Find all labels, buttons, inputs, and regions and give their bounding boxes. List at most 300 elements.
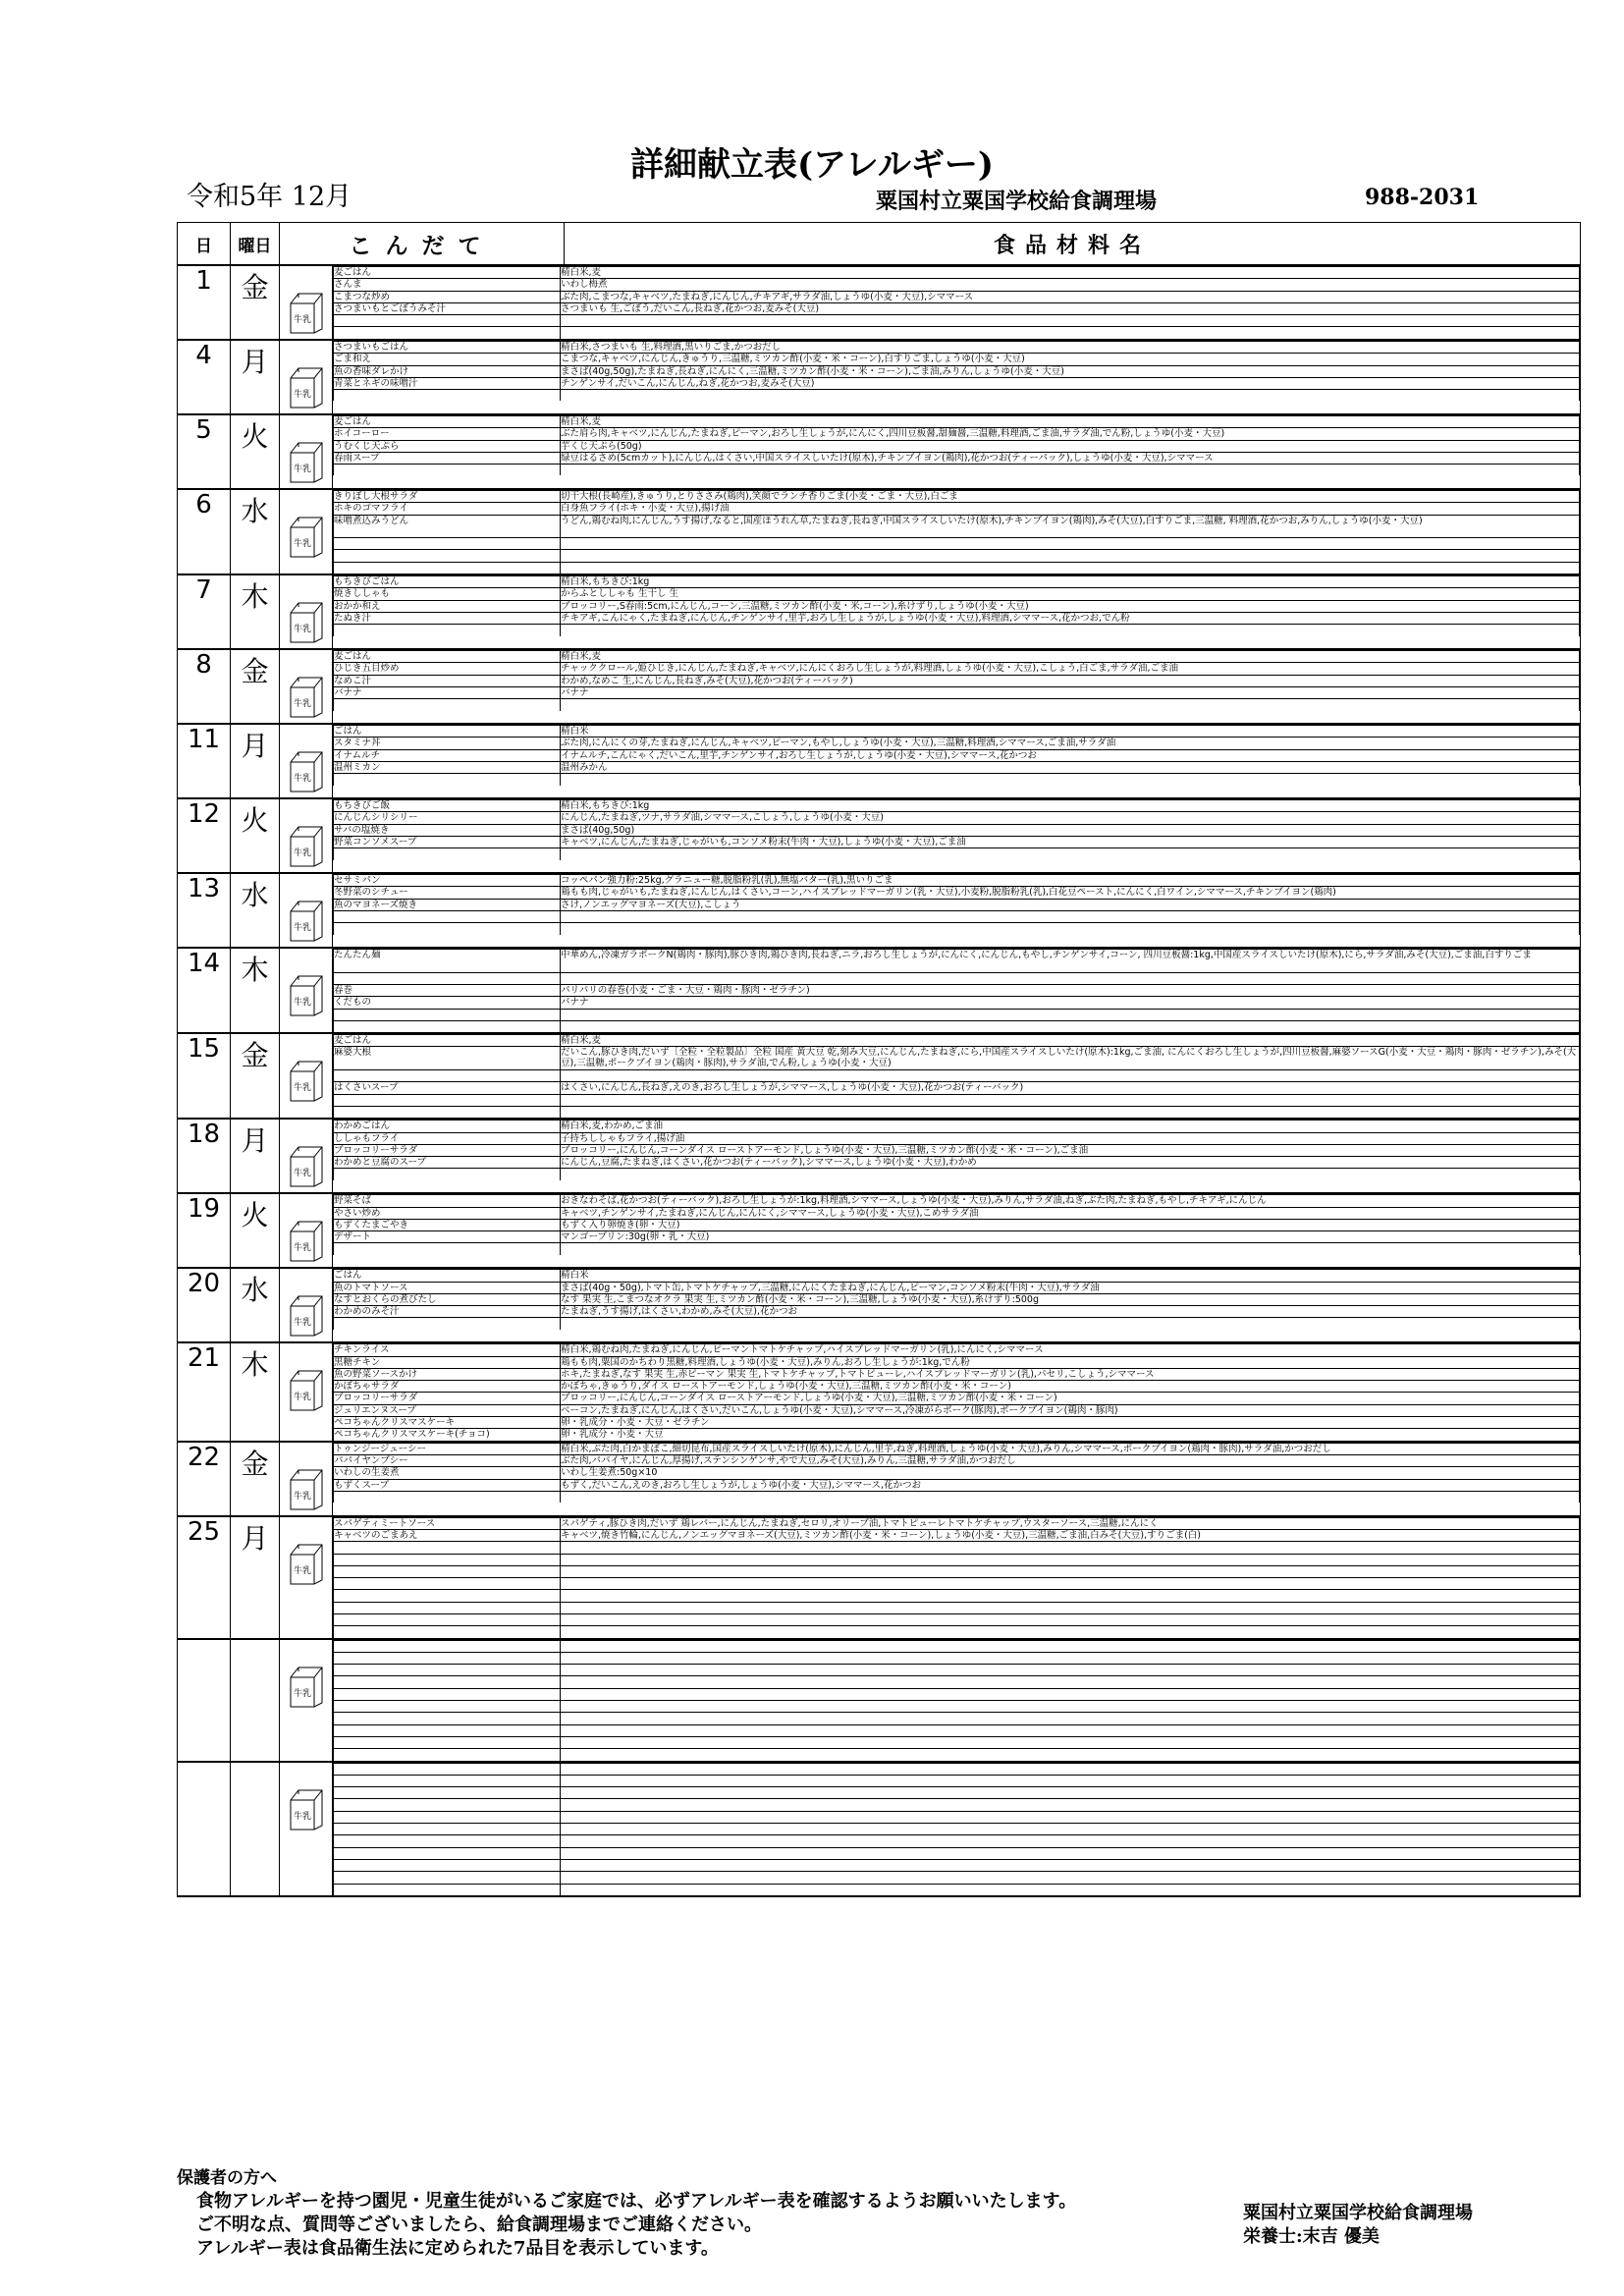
- milk-carton-icon: [287, 441, 324, 484]
- dish-name: 魚のトマトソース: [334, 1282, 561, 1293]
- day-number: 1: [178, 265, 231, 340]
- list-item: [334, 1195, 1580, 1207]
- list-item: [334, 749, 1580, 761]
- list-item: [334, 675, 1580, 686]
- dish-name: [334, 550, 561, 562]
- list-item: [334, 1859, 1580, 1871]
- list-item: [334, 1713, 1580, 1724]
- dish-name: [334, 1613, 561, 1625]
- dish-name: [334, 1590, 561, 1602]
- ingredients: ホキ,たまねぎ,なす 果実 生,赤ピーマン 果実 生,トマトケチャップ,トマトピューレ,ハイスプレッドマーガリン(乳),パセリ,こしょう,シママース: [561, 1368, 1580, 1380]
- menu-items: [333, 948, 1581, 1033]
- list-item: [334, 428, 1580, 440]
- dish-name: ホイコーロー: [334, 428, 561, 440]
- menu-items: [333, 798, 1581, 873]
- menu-items: [333, 724, 1581, 798]
- ingredients: ブロッコリー,にんじん,コーンダイス ローストアーモンド,しょうゆ(小麦・大豆),三温糖,ミツカン酢(小麦・米・コーン),ごま油: [561, 1144, 1580, 1156]
- list-item: [334, 625, 1580, 636]
- ingredients: [561, 1736, 1580, 1748]
- ingredients: [561, 923, 1580, 935]
- list-item: [334, 997, 1580, 1009]
- school-name: 粟国村立粟国学校給食調理場: [876, 189, 1158, 214]
- dish-name: [334, 1652, 561, 1664]
- table-row: [178, 1639, 1581, 1762]
- list-item: [334, 491, 1580, 503]
- ingredients: 子持ちししゃもフライ,揚げ油: [561, 1132, 1580, 1144]
- dish-name: 魚の野菜ソースかけ: [334, 1368, 561, 1380]
- ingredients: 中華めん,冷凍ガラポークN(鶏肉・豚肉),豚ひき肉,鶏ひき肉,長ねぎ,ニラ,おろし生しょうが,にんにく,にんじん,もやし,チンゲンサイ,コーン, 四川豆板醤:1kg,中国産スライスしいたけ(原木),にら,サラダ油,みそ(大豆),ごま油,白すりごま: [561, 950, 1580, 973]
- menu-items: [333, 1762, 1581, 1896]
- menu-items: [333, 1033, 1581, 1119]
- weekday: 金: [231, 1033, 280, 1119]
- weekday: 木: [231, 574, 280, 649]
- milk-cell: [280, 649, 333, 724]
- list-item: [334, 699, 1580, 711]
- list-item: [334, 550, 1580, 562]
- ingredients: ブロッコリー,にんじん,コーンダイス ローストアーモンド,しょうゆ(小麦・大豆),三温糖,ミツカン酢(小麦・米・コーン): [561, 1393, 1580, 1404]
- dish-name: おかか和え: [334, 600, 561, 612]
- dish-name: ごはん: [334, 1270, 561, 1282]
- milk-label: 牛乳: [293, 539, 312, 549]
- ingredients: イナムルチ,こんにゃく,だいこん,里芋,チンゲンサイ,おろし生しょうが,しょうゆ(小麦・大豆),シママース,花かつお: [561, 749, 1580, 761]
- dish-name: [334, 1847, 561, 1859]
- dish-name: 麦ごはん: [334, 1035, 561, 1047]
- ingredients: いわし生姜煮:50g×10: [561, 1467, 1580, 1479]
- ingredients: バナナ: [561, 997, 1580, 1009]
- ingredients: [561, 1554, 1580, 1565]
- footer-school-name: 粟国村立粟国学校給食調理場: [1243, 2203, 1473, 2223]
- dish-name: ペコちゃんクリスマスケーキ: [334, 1417, 561, 1429]
- dish-name: 魚のマヨネーズ焼き: [334, 899, 561, 910]
- dish-name: くだもの: [334, 997, 561, 1009]
- menu-items: [333, 574, 1581, 649]
- list-item: [334, 576, 1580, 588]
- table-row: [178, 649, 1581, 724]
- list-item: [334, 1811, 1580, 1823]
- milk-label: 牛乳: [293, 465, 312, 474]
- ingredients: [561, 1602, 1580, 1613]
- list-item: [334, 1847, 1580, 1859]
- ingredients: キャベツ,焼き竹輪,にんじん,ノンエッグマヨネーズ(大豆),ミツカン酢(小麦・米・コーン),しょうゆ(小麦・大豆),三温糖,ごま油,白みそ(大豆),すりごま(白): [561, 1529, 1580, 1541]
- list-item: [334, 1157, 1580, 1169]
- list-item: [334, 291, 1580, 302]
- dish-name: [334, 315, 561, 327]
- menu-table: [177, 222, 1581, 1897]
- menu-items: [333, 649, 1581, 724]
- dish-name: ごはん: [334, 726, 561, 738]
- list-item: [334, 1554, 1580, 1565]
- weekday: 木: [231, 1342, 280, 1441]
- milk-label: 牛乳: [293, 998, 312, 1009]
- dish-name: [334, 1824, 561, 1835]
- list-item: [334, 1787, 1580, 1799]
- ingredients: [561, 1243, 1580, 1255]
- dish-name: [334, 327, 561, 339]
- milk-carton-icon: [287, 974, 324, 1017]
- milk-carton-icon: [287, 292, 324, 335]
- list-item: [334, 1749, 1580, 1761]
- dish-name: 青菜とネギの味噌汁: [334, 377, 561, 389]
- list-item: [334, 1443, 1580, 1454]
- dish-name: ししゃもフライ: [334, 1132, 561, 1144]
- list-item: [334, 1393, 1580, 1404]
- day-number: 25: [178, 1516, 231, 1639]
- weekday: [231, 1639, 280, 1762]
- milk-carton-icon: [287, 601, 324, 644]
- menu-items: [333, 1268, 1581, 1342]
- ingredients: [561, 1106, 1580, 1118]
- list-item: [334, 1121, 1580, 1132]
- table-row: [178, 574, 1581, 649]
- weekday: 月: [231, 1516, 280, 1639]
- dish-name: バナナ: [334, 686, 561, 698]
- ingredients: [561, 1713, 1580, 1724]
- ingredients: 精白米,もちきび:1kg: [561, 800, 1580, 812]
- list-item: [334, 1676, 1580, 1688]
- notice-heading: 保護者の方へ: [177, 2168, 277, 2188]
- milk-cell: [280, 1193, 333, 1268]
- menu-items-table: [333, 490, 1580, 574]
- dish-name: ひじき五目炒め: [334, 663, 561, 675]
- nutritionist-name: 栄養士:末吉 優美: [1243, 2226, 1380, 2247]
- list-item: [334, 1542, 1580, 1554]
- list-item: [334, 1602, 1580, 1613]
- list-item: [334, 1517, 1580, 1529]
- ingredients: チャッククロール,姫ひじき,にんじん,たまねぎ,キャベツ,にんにくおろし生しょうが,料理酒,しょうゆ(小麦・大豆),こしょう,白ごま,サラダ油,ごま油: [561, 663, 1580, 675]
- ingredients: 精白米,麦,わかめ,ごま油: [561, 1121, 1580, 1132]
- dish-name: [334, 1106, 561, 1118]
- day-number: 15: [178, 1033, 231, 1119]
- dish-name: [334, 538, 561, 550]
- ingredients: 精白米,もちきび:1kg: [561, 576, 1580, 588]
- menu-items: [333, 1342, 1581, 1441]
- ingredients: [561, 1835, 1580, 1847]
- list-item: [334, 848, 1580, 860]
- dish-name: わかめごはん: [334, 1121, 561, 1132]
- dish-name: 麦ごはん: [334, 416, 561, 428]
- ingredients: [561, 1491, 1580, 1503]
- dish-name: 春巻: [334, 984, 561, 996]
- day-number: 22: [178, 1442, 231, 1516]
- list-item: [334, 1270, 1580, 1282]
- ingredients: [561, 1763, 1580, 1775]
- dish-name: きりぼし大根サラダ: [334, 491, 561, 503]
- dish-name: [334, 923, 561, 935]
- dish-name: かぼちゃサラダ: [334, 1381, 561, 1393]
- day-block: [178, 948, 1581, 1033]
- list-item: [334, 1626, 1580, 1638]
- day-block: [178, 649, 1581, 724]
- column-header-ingredients: 食品材料名: [565, 223, 1581, 266]
- list-item: [334, 1688, 1580, 1700]
- list-item: [334, 1454, 1580, 1466]
- menu-items-table: [333, 1517, 1580, 1638]
- dish-name: [334, 1701, 561, 1713]
- menu-items: [333, 340, 1581, 414]
- day-number: 11: [178, 724, 231, 798]
- milk-label: 牛乳: [293, 1318, 312, 1329]
- menu-items-table: [333, 1640, 1580, 1761]
- ingredients: 精白米: [561, 726, 1580, 738]
- dish-name: トゥンジージューシー: [334, 1443, 561, 1454]
- dish-name: さつまいもごはん: [334, 342, 561, 354]
- dish-name: [334, 1542, 561, 1554]
- ingredients: にんじん,たまねぎ,ツナ,サラダ油,シママース,こしょう,しょうゆ(小麦・大豆): [561, 812, 1580, 824]
- list-item: [334, 1356, 1580, 1368]
- weekday: [231, 1762, 280, 1896]
- milk-carton-icon: [287, 1294, 324, 1338]
- weekday: 月: [231, 1119, 280, 1193]
- ingredients: キャベツ,にんじん,たまねぎ,じゃがいも,コンソメ粉末(牛肉・大豆),しょうゆ(小麦・大豆),ごま油: [561, 836, 1580, 847]
- ingredients: パリパリの春巻(小麦・ごま・大豆・鶏肉・豚肉・ゼラチン): [561, 984, 1580, 996]
- list-item: [334, 1082, 1580, 1094]
- dish-name: キャベツのごまあえ: [334, 1529, 561, 1541]
- notice-line: 食物アレルギーを持つ園児・児童生徒がいるご家庭では、必ずアレルギー表を確認するようお願いいたします。: [196, 2191, 1077, 2212]
- ingredients: 精白米,鶏むね肉,たまねぎ,にんじん,ピーマントマトケチャップ,ハイスプレッドマーガリン(乳),にんにく,シママース: [561, 1344, 1580, 1356]
- dish-name: セサミパン: [334, 875, 561, 887]
- day-number: [178, 1639, 231, 1762]
- dish-name: [334, 774, 561, 786]
- dish-name: さんま: [334, 279, 561, 291]
- menu-items: [333, 1442, 1581, 1516]
- ingredients: 精白米,さつまいも 生,料理酒,黒いりごま,かつおだし: [561, 342, 1580, 354]
- menu-items: [333, 873, 1581, 948]
- milk-carton-icon: [287, 366, 324, 410]
- ingredients: 精白米,麦: [561, 651, 1580, 663]
- ingredients: さつまいも 生,ごぼう,だいこん,長ねぎ,花かつお,麦みそ(大豆): [561, 302, 1580, 314]
- table-header-row: [178, 223, 1581, 266]
- dish-name: [334, 1665, 561, 1676]
- table-row: [178, 1342, 1581, 1441]
- list-item: [334, 342, 1580, 354]
- dish-name: もずくスープ: [334, 1479, 561, 1491]
- day-number: 14: [178, 948, 231, 1033]
- dish-name: なすとおくらの煮びたし: [334, 1293, 561, 1305]
- dish-name: デザート: [334, 1231, 561, 1243]
- dish-name: たぬき汁: [334, 612, 561, 624]
- ingredients: 緑豆はるさめ(5cmカット),にんじん,はくさい,中国スライスしいたけ(原木),チキンブイヨン(鶏肉),花かつお(ティーパック),しょうゆ(小麦・大豆),シママース: [561, 452, 1580, 464]
- milk-label: 牛乳: [293, 699, 312, 710]
- ingredients: [561, 1811, 1580, 1823]
- dish-name: [334, 625, 561, 636]
- column-header-weekday: 曜日: [231, 223, 280, 266]
- menu-items: [333, 1193, 1581, 1268]
- menu-items: [333, 1639, 1581, 1762]
- dish-name: ごま和え: [334, 354, 561, 365]
- ingredients: 鶏もも肉,粟国のかちわり黒糖,料理酒,しょうゆ(小麦・大豆),みりん,おろし生しょうが:1kg,でん粉: [561, 1356, 1580, 1368]
- milk-label: 牛乳: [293, 390, 312, 400]
- milk-cell: [280, 1516, 333, 1639]
- list-item: [334, 279, 1580, 291]
- ingredients: [561, 848, 1580, 860]
- day-number: 19: [178, 1193, 231, 1268]
- weekday: 木: [231, 948, 280, 1033]
- dish-name: [334, 1713, 561, 1724]
- list-item: [334, 984, 1580, 996]
- ingredients: まさば(40g,50g),たまねぎ,長ねぎ,にんにく,三温糖,ミツカン酢(小麦・米・コーン),ごま油,みりん,しょうゆ(小麦・大豆): [561, 365, 1580, 377]
- dish-name: 麻婆大根: [334, 1047, 561, 1070]
- ingredients: おきなわそば,花かつお(ティーバック),おろし生しょうが:1kg,料理酒,シママース,しょうゆ(小麦・大豆),みりん,サラダ油,ねぎ,ぶた肉,たまねぎ,もやし,チキアギ,にんじん: [561, 1195, 1580, 1207]
- menu-items-table: [333, 650, 1580, 710]
- list-item: [334, 600, 1580, 612]
- dish-name: たんたん麺: [334, 950, 561, 973]
- day-number: 21: [178, 1342, 231, 1441]
- list-item: [334, 1763, 1580, 1775]
- list-item: [334, 1144, 1580, 1156]
- ingredients: [561, 972, 1580, 984]
- dish-name: うむくじ天ぷら: [334, 440, 561, 452]
- list-item: [334, 1775, 1580, 1786]
- table-row: [178, 265, 1581, 340]
- dish-name: ペコちゃんクリスマスケーキ(チョコ): [334, 1429, 561, 1441]
- day-block: [178, 798, 1581, 873]
- ingredients: チンゲンサイ,だいこん,にんじん,ねぎ,花かつお,麦みそ(大豆): [561, 377, 1580, 389]
- weekday: 火: [231, 798, 280, 873]
- list-item: [334, 1243, 1580, 1255]
- ingredients: ぶた肉,こまつな,キャベツ,たまねぎ,にんじん,チキアギ,サラダ油,しょうゆ(小麦・大豆),シママース: [561, 291, 1580, 302]
- dish-name: [334, 1491, 561, 1503]
- ingredients: こまつな,キャベツ,にんじん,きゅうり,三温糖,ミツカン酢(小麦・米・コーン),白すりごま,しょうゆ(小麦・大豆): [561, 354, 1580, 365]
- day-number: 5: [178, 414, 231, 489]
- day-number: 13: [178, 873, 231, 948]
- weekday: 水: [231, 489, 280, 574]
- list-item: [334, 836, 1580, 847]
- milk-cell: [280, 1268, 333, 1342]
- dish-name: [334, 848, 561, 860]
- ingredients: だいこん,豚ひき肉,だいず〔全粒・全粒製品〕全粒 国産 黄大豆 乾,刻み大豆,にんじん,たまねぎ,にら,中国産スライスしいたけ(原木):1kg,ごま油, にんにくおろし生しょうが,四川豆板醤,麻婆ソースG(小麦・大豆・鶏肉・豚肉・ゼラチン),みそ(大豆),三温糖,ポークブイヨン(鶏肉・豚肉),サラダ油,でん粉,しょうゆ(小麦・大豆): [561, 1047, 1580, 1070]
- ingredients: [561, 1169, 1580, 1180]
- weekday: 金: [231, 649, 280, 724]
- ingredients: [561, 315, 1580, 327]
- list-item: [334, 1835, 1580, 1847]
- milk-cell: [280, 1033, 333, 1119]
- ingredients: うどん,鶏むね肉,にんじん,うす揚げ,なると,国産ほうれん草,たまねぎ,長ねぎ,中国スライスしいたけ(原木),チキンブイヨン(鶏肉),みそ(大豆),白すりごま,三温糖, 料理酒,花かつお,みりん,しょうゆ(小麦・大豆): [561, 515, 1580, 538]
- ingredients: 卵・乳成分・小麦・大豆・ゼラチン: [561, 1417, 1580, 1429]
- ingredients: [561, 1884, 1580, 1895]
- list-item: [334, 390, 1580, 402]
- list-item: [334, 1282, 1580, 1293]
- day-number: [178, 1762, 231, 1896]
- milk-cell: [280, 1119, 333, 1193]
- ingredients: [561, 1578, 1580, 1590]
- list-item: [334, 377, 1580, 389]
- ingredients: [561, 1070, 1580, 1082]
- ingredients: にんじん,豆腐,たまねぎ,はくさい,花かつお(ティーバック),シママース,しょうゆ(小麦・大豆),わかめ: [561, 1157, 1580, 1169]
- dish-name: [334, 1749, 561, 1761]
- list-item: [334, 315, 1580, 327]
- weekday: 火: [231, 414, 280, 489]
- dish-name: やさい炒め: [334, 1207, 561, 1219]
- ingredients: [561, 1688, 1580, 1700]
- ingredients: ぶた肉,パパイヤ,にんじん,厚揚げ,ステンシンゲンサ,やで大豆,みそ(大豆),みりん,三温糖,サラダ油,かつおだし: [561, 1454, 1580, 1466]
- era-date: 令和5年 12月: [187, 182, 352, 212]
- dish-name: 麦ごはん: [334, 267, 561, 279]
- dish-name: スパゲティミートソース: [334, 1517, 561, 1529]
- day-block: [178, 1516, 1581, 1639]
- ingredients: 温州みかん: [561, 761, 1580, 773]
- menu-items-table: [333, 1763, 1580, 1895]
- list-item: [334, 612, 1580, 624]
- list-item: [334, 588, 1580, 600]
- ingredients: たまねぎ,うす揚げ,はくさい,わかめ,みそ(大豆),花かつお: [561, 1306, 1580, 1318]
- ingredients: 精白米: [561, 1270, 1580, 1282]
- dish-name: わかめのみそ汁: [334, 1306, 561, 1318]
- ingredients: マンゴープリン:30g(卵・乳・大豆): [561, 1231, 1580, 1243]
- list-item: [334, 824, 1580, 836]
- milk-cell: [280, 340, 333, 414]
- milk-cell: [280, 1442, 333, 1516]
- weekday: 月: [231, 724, 280, 798]
- list-item: [334, 1381, 1580, 1393]
- dish-name: チキンライス: [334, 1344, 561, 1356]
- dish-name: 焼きししゃも: [334, 588, 561, 600]
- dish-name: にんじんシリシリー: [334, 812, 561, 824]
- page-title: 詳細献立表(アレルギー): [630, 145, 994, 185]
- ingredients: ベーコン,たまねぎ,にんじん,はくさい,だいこん,しょうゆ(小麦・大豆),シママース,冷凍がらポーク(豚肉),ポークブイヨン(鶏肉・豚肉): [561, 1404, 1580, 1416]
- dish-name: [334, 1835, 561, 1847]
- list-item: [334, 1665, 1580, 1676]
- table-row: [178, 340, 1581, 414]
- dish-name: イナムルチ: [334, 749, 561, 761]
- list-item: [334, 452, 1580, 464]
- list-item: [334, 1293, 1580, 1305]
- milk-cell: [280, 724, 333, 798]
- ingredients: キャベツ,チンゲンサイ,たまねぎ,にんじん,にんにく,シママース,しょうゆ(小麦・大豆),こめサラダ油: [561, 1207, 1580, 1219]
- dish-name: スタミナ丼: [334, 738, 561, 749]
- dish-name: [334, 1763, 561, 1775]
- parent-notice: [177, 2166, 1076, 2261]
- day-block: [178, 1119, 1581, 1193]
- list-item: [334, 416, 1580, 428]
- ingredients: [561, 550, 1580, 562]
- ingredients: [561, 1799, 1580, 1811]
- ingredients: ブロッコリー,S春雨:5cm,にんじん,コーン,三温糖,ミツカン酢(小麦・米,コーン),糸けずり,しょうゆ(小麦・大豆): [561, 600, 1580, 612]
- dish-name: [334, 1554, 561, 1565]
- list-item: [334, 726, 1580, 738]
- dish-name: もちきびごはん: [334, 576, 561, 588]
- list-item: [334, 1106, 1580, 1118]
- ingredients: [561, 1640, 1580, 1652]
- list-item: [334, 1799, 1580, 1811]
- list-item: [334, 503, 1580, 515]
- dish-name: [334, 972, 561, 984]
- ingredients: 切干大根(長崎産),きゅうり,とりささみ(鶏肉),笑顔でランチ香りごま(小麦・ごま・大豆),白ごま: [561, 491, 1580, 503]
- dish-name: はくさいスープ: [334, 1082, 561, 1094]
- dish-name: [334, 1859, 561, 1871]
- ingredients: [561, 1847, 1580, 1859]
- list-item: [334, 1035, 1580, 1047]
- dish-name: ジュリエンヌスープ: [334, 1404, 561, 1416]
- list-item: [334, 1429, 1580, 1441]
- dish-name: [334, 910, 561, 922]
- list-item: [334, 1306, 1580, 1318]
- milk-label: 牛乳: [293, 315, 312, 325]
- ingredients: はくさい,にんじん,長ねぎ,えのき,おろし生しょうが,シママース,しょうゆ(小麦・大豆),花かつお(ティーバック): [561, 1082, 1580, 1094]
- ingredients: [561, 465, 1580, 476]
- list-item: [334, 327, 1580, 339]
- dish-name: 野菜コンソメスープ: [334, 836, 561, 847]
- list-item: [334, 1824, 1580, 1835]
- weekday: 金: [231, 1442, 280, 1516]
- dish-name: [334, 1676, 561, 1688]
- list-item: [334, 465, 1580, 476]
- ingredients: [561, 1859, 1580, 1871]
- ingredients: 卵・乳成分・小麦・大豆: [561, 1429, 1580, 1441]
- list-item: [334, 538, 1580, 550]
- dish-name: ホキのゴマフライ: [334, 503, 561, 515]
- table-row: [178, 1193, 1581, 1268]
- ingredients: [561, 1824, 1580, 1835]
